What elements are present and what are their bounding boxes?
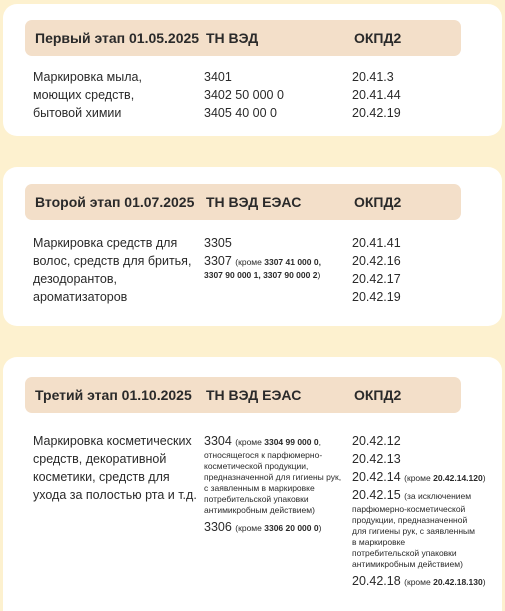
stage-1-description: Маркировка мыла, моющих средств, бытовой химии [33,70,142,120]
stage-3-header [25,377,461,413]
stage-2-tn-header: ТН ВЭД ЕЭАС [206,194,302,210]
stage-1-header [25,20,461,56]
stage-1-tn-header: ТН ВЭД [206,30,259,46]
stage-1-tn-codes: 3401 3402 50 000 0 3405 40 00 0 [204,70,284,120]
stage-2-description: Маркировка средств для волос, средств для бритья, дезодорантов, ароматизаторов [33,236,192,304]
stage-2-header [25,184,461,220]
stage-2-okpd-codes: 20.41.41 20.42.16 20.42.17 20.42.19 [352,236,401,304]
stage-1-okpd-header: ОКПД2 [354,30,402,46]
stage-1-title: Первый этап 01.05.2025 [35,30,200,46]
stage-1-card [3,4,502,136]
stage-2-title: Второй этап 01.07.2025 [35,194,195,210]
stage-2-card [3,167,502,326]
stage-3-tn-header: ТН ВЭД ЕЭАС [206,387,302,403]
stage-2-okpd-header: ОКПД2 [354,194,402,210]
stage-1-okpd-codes: 20.41.3 20.41.44 20.42.19 [352,70,401,120]
stage-3-description: Маркировка косметических средств, декоративной косметики, средств для ухода за полостью рта и т.д. [33,434,197,502]
stage-2-tn-codes: 3305 3307 (кроме 3307 41 000 0, 3307 90 000 1, 3307 90 000 2) [204,236,321,280]
stage-3-title: Третий этап 01.10.2025 [35,387,192,403]
stage-3-card [3,357,502,611]
stage-3-okpd-header: ОКПД2 [354,387,402,403]
stage-3-tn-codes: 3304 (кроме 3304 99 000 0, относящегося к парфюмерно- косметической продукции, предназначенной для гигиены рук, с заявленным в маркировке потребительской упаковки антимикробным действием) 3306 (кроме 3306 20 000 0) [204,434,342,534]
stage-3-okpd-codes: 20.42.12 20.42.13 20.42.14 (кроме 20.42.14.120) 20.42.15 (за исключением парфюмерно-косметической продукции, предназначенной для гигиены рук, с заявленным в маркировке потребительской упаковки антимикробным действием) 20.42.18 (кроме 20.42.18.130) [352,434,486,588]
